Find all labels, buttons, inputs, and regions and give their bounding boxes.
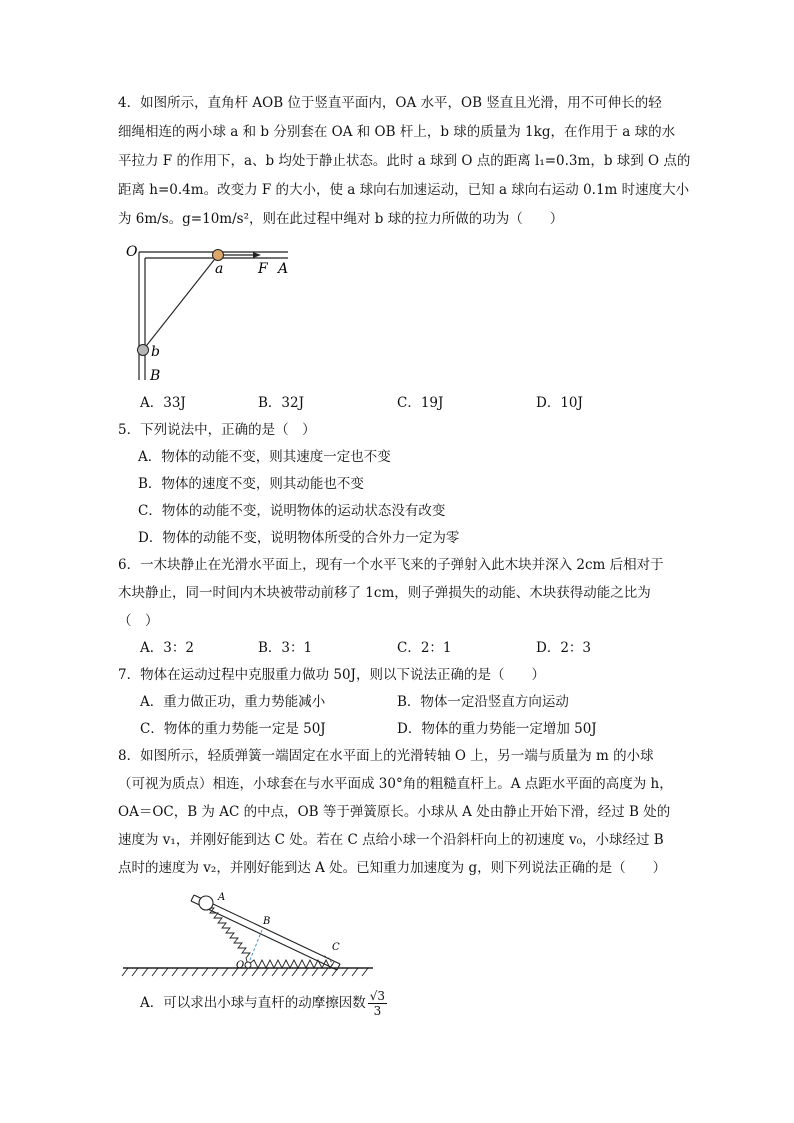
label-F: F xyxy=(258,261,268,277)
q7-option-a[interactable]: A．重力做正功，重力势能减小 xyxy=(140,694,326,710)
q5-option-c[interactable]: C．物体的动能不变，说明物体的运动状态没有改变 xyxy=(138,503,446,519)
label-O: O xyxy=(126,244,138,260)
q6-option-d[interactable]: D．2：3 xyxy=(536,640,592,656)
label-O: O xyxy=(236,960,245,971)
q6-line-2: 木块静止，同一时间内木块被带动前移了 1cm，则子弹损失的动能、木块获得动能之比为 xyxy=(118,585,651,601)
q5-option-a[interactable]: A．物体的动能不变，则其速度一定也不变 xyxy=(138,449,391,465)
q4-figure xyxy=(118,238,308,388)
q7-option-b[interactable]: B．物体一定沿竖直方向运动 xyxy=(397,694,569,710)
q4-line-3: 平拉力 F 的作用下，a、b 均处于静止状态。此时 a 球到 O 点的距离 l₁=0.3m，b 球到 O 点的 xyxy=(118,153,691,169)
q4-option-d[interactable]: D．10J xyxy=(536,395,583,411)
q8-figure xyxy=(118,888,378,983)
label-B: B xyxy=(150,368,161,384)
q8-option-a-text: A．可以求出小球与直杆的动摩擦因数 xyxy=(140,995,366,1011)
fraction-denominator: 3 xyxy=(373,1004,382,1018)
q8-line-4: 速度为 v₁，并刚好能到达 C 处。若在 C 点给小球一个沿斜杆向上的初速度 v₀，小球经过 B xyxy=(118,832,664,848)
q5-stem: 5．下列说法中，正确的是（ ） xyxy=(118,422,316,438)
q7-option-d[interactable]: D．物体的重力势能一定增加 50J xyxy=(397,721,597,737)
q7-stem: 7．物体在运动过程中克服重力做功 50J，则以下说法正确的是（ ） xyxy=(118,667,545,683)
q8-line-3: OA＝OC，B 为 AC 的中点，OB 等于弹簧原长。小球从 A 处由静止开始下滑，经过 B 处的 xyxy=(118,804,671,820)
q4-line-1: 4．如图所示，直角杆 AOB 位于竖直平面内，OA 水平，OB 竖直且光滑，用不可伸长的轻 xyxy=(118,95,662,111)
label-a: a xyxy=(215,261,224,277)
q5-option-d[interactable]: D．物体的动能不变，说明物体所受的合外力一定为零 xyxy=(138,530,460,546)
label-B: B xyxy=(263,916,271,927)
q6-line-1: 6．一木块静止在光滑水平面上，现有一个水平飞来的子弹射入此木块并深入 2cm 后相对于 xyxy=(118,557,664,573)
q4-line-5: 为 6m/s。g=10m/s²，则在此过程中绳对 b 球的拉力所做的功为（ ） xyxy=(118,211,564,227)
label-A: A xyxy=(218,892,226,903)
fraction xyxy=(368,989,387,1018)
q6-option-c[interactable]: C．2：1 xyxy=(397,640,452,656)
q8-option-a[interactable] xyxy=(140,988,387,1018)
q8-line-5: 点时的速度为 v₂，并刚好能到达 A 处。已知重力加速度为 g，则下列说法正确的是（ ） xyxy=(118,860,667,876)
q4-line-2: 细绳相连的两小球 a 和 b 分别套在 OA 和 OB 杆上，b 球的质量为 1kg，在作用于 a 球的水 xyxy=(118,124,676,140)
q8-line-2: （可视为质点）相连，小球套在与水平面成 30°角的粗糙直杆上。A 点距水平面的高度为 h， xyxy=(118,776,673,792)
q7-option-c[interactable]: C．物体的重力势能一定是 50J xyxy=(140,721,326,737)
label-b: b xyxy=(151,344,160,360)
q6-option-b[interactable]: B．3：1 xyxy=(258,640,313,656)
q4-option-b[interactable]: B．32J xyxy=(258,395,305,411)
q4-line-4: 距离 h=0.4m。改变力 F 的大小，使 a 球向右加速运动，已知 a 球向右运动 0.1m 时速度大小 xyxy=(118,182,690,198)
q6-line-3: （ ） xyxy=(118,613,159,629)
q5-option-b[interactable]: B．物体的速度不变，则其动能也不变 xyxy=(138,476,364,492)
label-C: C xyxy=(332,942,340,953)
q4-option-a[interactable]: A．33J xyxy=(140,395,186,411)
q4-option-c[interactable]: C．19J xyxy=(397,395,444,411)
q8-line-1: 8．如图所示，轻质弹簧一端固定在水平面上的光滑转轴 O 上，另一端与质量为 m 的小球 xyxy=(118,748,654,764)
q6-option-a[interactable]: A．3：2 xyxy=(140,640,194,656)
fraction-numerator: √3 xyxy=(369,989,386,1003)
label-A: A xyxy=(278,261,289,277)
